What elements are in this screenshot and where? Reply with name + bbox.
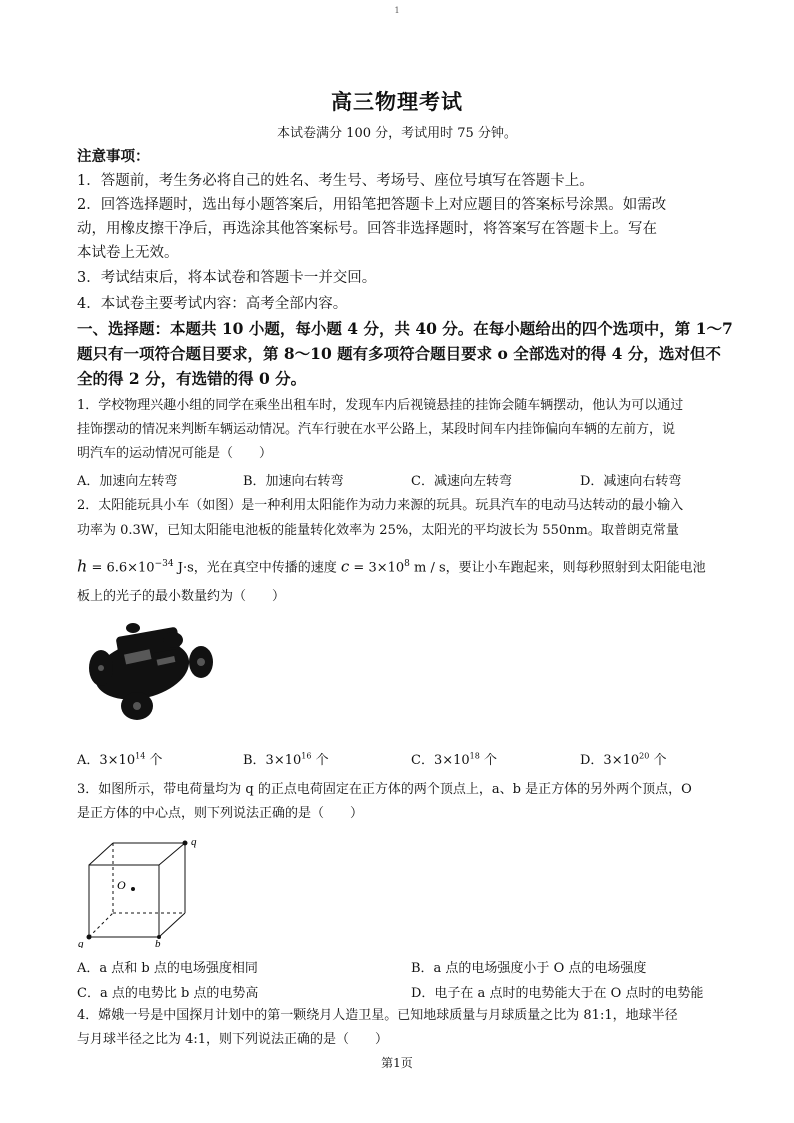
page-number: 第1页 [381, 1056, 413, 1070]
planck-exponent: −34 [154, 559, 174, 569]
q1-option-c[interactable]: C．减速向左转弯 [411, 474, 512, 489]
q1-option-a[interactable]: A．加速向左转弯 [77, 474, 178, 489]
light-speed-symbol: c [340, 557, 350, 576]
q2-option-d[interactable]: D．$3\times 10^{20}$ 个 [580, 751, 667, 768]
q3-option-d[interactable]: D．电子在 a 点时的电势能大于在 O 点时的电势能 [411, 986, 704, 1001]
question-1-text: 1．学校物理兴趣小组的同学在乘坐出租车时，发现车内后视镜悬挂的挂饰会随车辆摆动，他认为可以通过 [77, 398, 684, 413]
section-heading: 题只有一项符合题目要求，第 8～10 题有多项符合题目要求 o 全部选对的得 4 分，选对但不 [77, 344, 721, 363]
planck-symbol: h [77, 556, 88, 576]
notice-line: 1．答题前，考生务必将自己的姓名、考生号、考场号、座位号填写在答题卡上。 [77, 173, 594, 189]
question-4-text: 4．嫦娥一号是中国探月计划中的第一颗绕月人造卫星。已知地球质量与月球质量之比为 81:1，地球半径 [77, 1008, 678, 1023]
q2-option-a[interactable]: A．$3\times 10^{14}$ 个 [77, 751, 163, 768]
question-3-text: 3．如图所示，带电荷量均为 q 的正点电荷固定在正方体的两个顶点上，a、b 是正方体的另外两个顶点，O [77, 782, 692, 797]
q1-option-d[interactable]: D．减速向右转弯 [580, 474, 682, 489]
cube-figure [77, 833, 202, 948]
notice-line: 动，用橡皮擦干净后，再选涂其他答案标号。回答非选择题时，将答案写在答题卡上。写在 [77, 221, 657, 237]
q2-option-b[interactable]: B．$3\times 10^{16}$ 个 [243, 751, 329, 768]
question-1-text: 明汽车的运动情况可能是（ ） [77, 446, 273, 461]
planck-value: = 6.6×10 [87, 560, 155, 576]
notice-line: 3．考试结束后，将本试卷和答题卡一并交回。 [77, 270, 377, 286]
question-2-formula-line [77, 554, 722, 578]
q1-option-b[interactable]: B．加速向右转弯 [243, 474, 344, 489]
center-label: O [117, 878, 126, 892]
vertex-label-b: b [155, 938, 161, 948]
question-3-text: 是正方体的中心点，则下列说法正确的是（ ） [77, 806, 364, 821]
question-4-text: 与月球半径之比为 4:1，则下列说法正确的是（ ） [77, 1032, 389, 1047]
light-speed-unit: m / s，要让小车跑起来，则每秒照射到太阳能电池 [409, 560, 706, 576]
page-title: 高三物理考试 [331, 89, 463, 114]
charge-label-bottom: q [78, 938, 84, 948]
notice-line: 2．回答选择题时，选出每小题答案后，用铅笔把答题卡上对应题目的答案标号涂黑。如需改 [77, 197, 667, 213]
q3-option-b[interactable]: B．a 点的电场强度小于 O 点的电场强度 [411, 961, 647, 976]
solar-car-figure [77, 618, 215, 726]
q2-option-c[interactable]: C．$3\times 10^{18}$ 个 [411, 751, 497, 768]
page-mark: 1 [394, 6, 400, 15]
notice-heading: 注意事项： [77, 148, 150, 165]
question-1-text: 挂饰摆动的情况来判断车辆运动情况。汽车行驶在水平公路上，某段时间车内挂饰偏向车辆的左前方，说 [77, 422, 676, 437]
notice-line: 4．本试卷主要考试内容：高考全部内容。 [77, 296, 348, 312]
exam-subtitle: 本试卷满分 100 分，考试用时 75 分钟。 [277, 126, 517, 141]
q3-option-c[interactable]: C．a 点的电势比 b 点的电势高 [77, 986, 259, 1001]
charge-label-top: q [191, 836, 197, 848]
q3-option-a[interactable]: A．a 点和 b 点的电场强度相同 [77, 961, 258, 976]
section-heading: 全的得 2 分，有选错的得 0 分。 [77, 369, 307, 388]
light-speed-exponent: 8 [404, 559, 410, 569]
planck-unit: J·s，光在真空中传播的速度 [173, 560, 341, 576]
question-2-text: 板上的光子的最小数量约为（ ） [77, 589, 286, 604]
light-speed-value: = 3×10 [349, 560, 405, 576]
question-2-text: 2．太阳能玩具小车（如图）是一种利用太阳能作为动力来源的玩具。玩具汽车的电动马达转动的最小输入 [77, 498, 684, 513]
section-heading: 一、选择题：本题共 10 小题，每小题 4 分，共 40 分。在每小题给出的四个选项中，第 1～7 [77, 319, 733, 338]
question-2-text: 功率为 0.3W，已知太阳能电池板的能量转化效率为 25%，太阳光的平均波长为 550nm。取普朗克常量 [77, 523, 679, 538]
notice-line: 本试卷上无效。 [77, 245, 179, 261]
